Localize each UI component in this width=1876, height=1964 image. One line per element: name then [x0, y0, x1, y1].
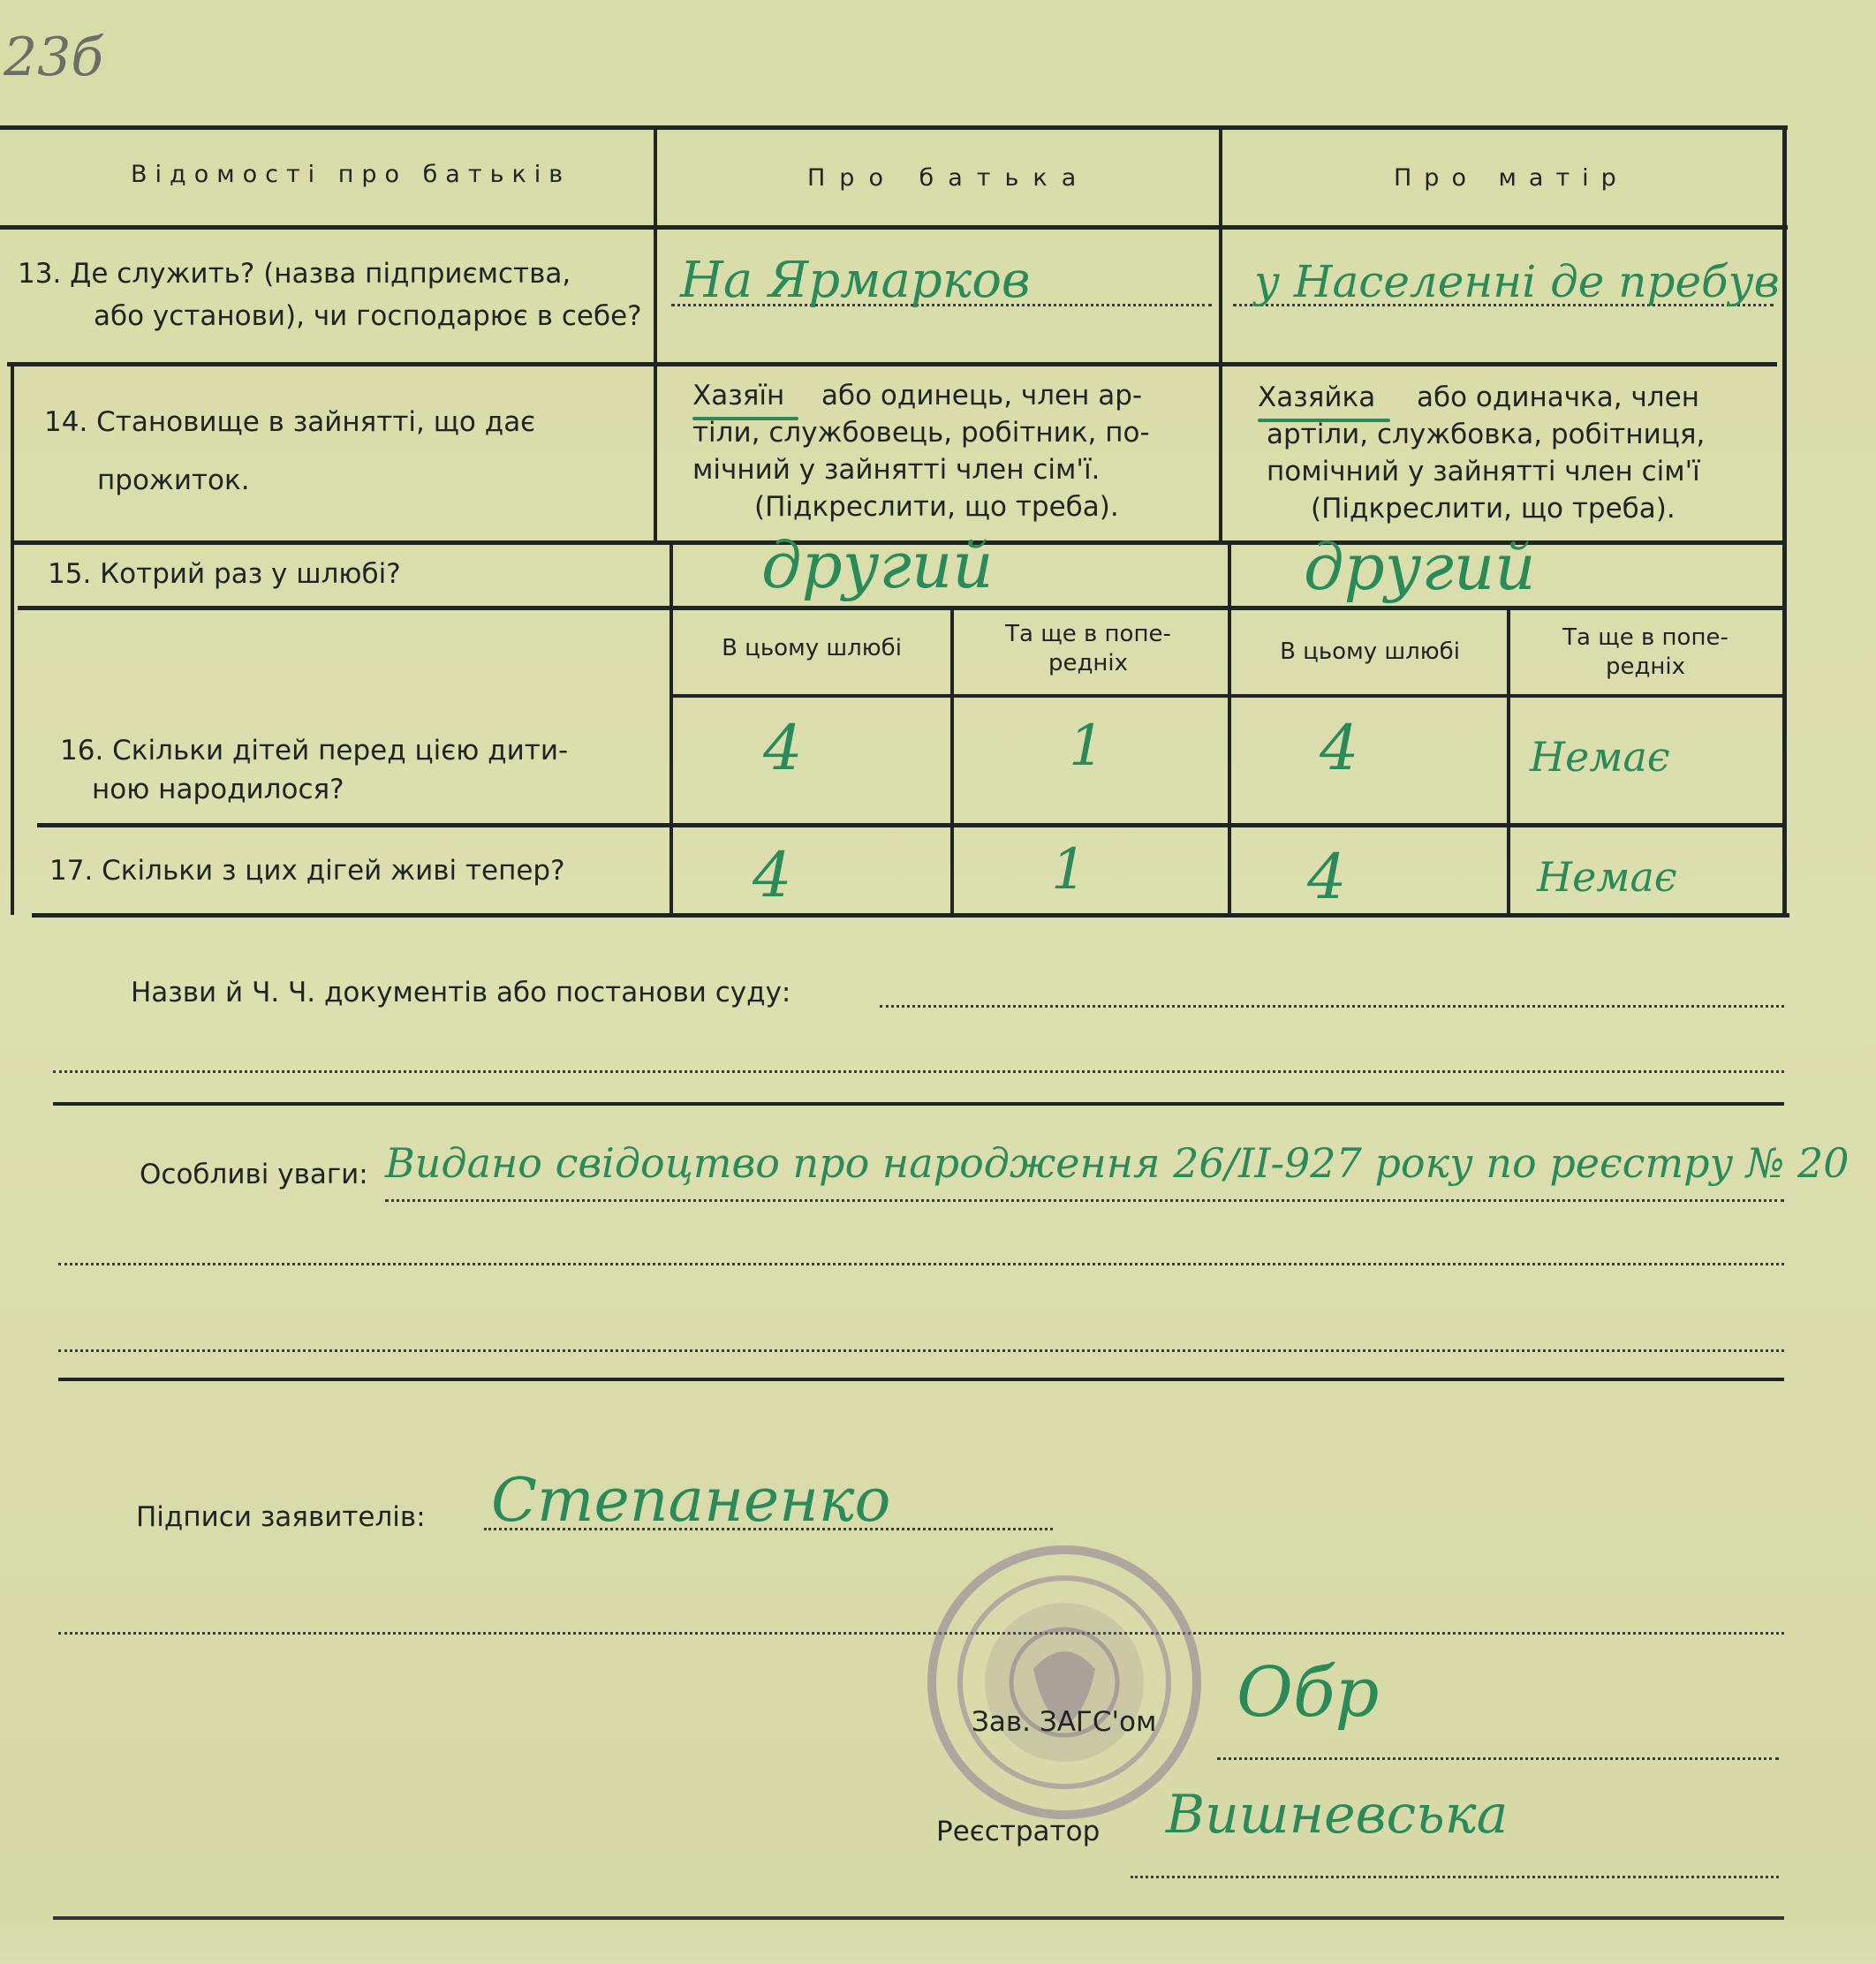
signatures-dotted-line-1	[484, 1528, 1053, 1530]
father-sub-divider	[950, 609, 954, 915]
documents-dotted-line-2	[53, 1070, 1784, 1073]
father-sub-header-previous-line1: Та ще в попе-	[1005, 621, 1171, 647]
head-signature-dotted-line	[1217, 1757, 1779, 1760]
mother-sub-divider	[1507, 609, 1510, 915]
col1-divider	[654, 128, 657, 543]
row16-mother-children-this-marriage: 4	[1320, 712, 1359, 784]
row13-father-handwriting: На Ярмарков	[680, 252, 1031, 309]
head-of-registry-signature: Обр	[1237, 1653, 1380, 1733]
row13-label-line2: або установи), чи господарює в себе?	[94, 300, 642, 332]
documents-dotted-line-1	[880, 1005, 1784, 1008]
row15-label: 15. Котрий раз у шлюбі?	[48, 558, 401, 590]
signatures-label: Підписи заявителів:	[136, 1501, 426, 1533]
notes-dotted-line-2	[58, 1263, 1784, 1265]
table-bottom-border	[32, 913, 1789, 918]
corner-archive-number: 23б	[4, 26, 103, 88]
row17-father-children-alive-this-marriage: 4	[753, 839, 792, 911]
documents-section-divider	[53, 1102, 1784, 1106]
notes-handwriting: Видано свідоцтво про народження 26/II-927 року по реєстру № 20	[385, 1139, 1850, 1187]
mother-options-line4: (Підкреслити, що треба).	[1311, 493, 1676, 525]
notes-dotted-line-1	[385, 1199, 1784, 1202]
row14-label-line2: прожиток.	[97, 465, 250, 496]
mother-options-line1: або одиначка, член	[1417, 381, 1699, 413]
row13-bottom-border	[7, 362, 1777, 366]
row13-mother-handwriting: у Населенні де пребув	[1254, 256, 1780, 307]
notes-dotted-line-3	[58, 1349, 1784, 1352]
head-of-registry-label: Зав. ЗАГС'ом	[972, 1706, 1157, 1738]
registrar-signature-dotted-line	[1131, 1876, 1779, 1878]
mother-option-owner: Хазяйка	[1258, 381, 1376, 413]
registrar-label: Реєстратор	[936, 1816, 1101, 1847]
father-options-line3: мічний у зайнятті член сім'ї.	[692, 454, 1101, 486]
table-right-border	[1782, 128, 1787, 916]
mother-sub-header-in-marriage: В цьому шлюбі	[1280, 638, 1460, 665]
applicant-signature: Степаненко	[491, 1466, 891, 1536]
row17-father-children-alive-previous: 1	[1051, 837, 1087, 903]
father-sub-header-in-marriage: В цьому шлюбі	[722, 635, 902, 661]
row17-label: 17. Скільки з цих дігей живі тепер?	[49, 855, 565, 887]
father-options-line1: або одинець, член ар-	[821, 380, 1143, 412]
page-bottom-edge	[0, 1911, 1876, 1964]
header-parents-info: Відомості про батьків	[131, 161, 571, 188]
header-about-mother: Про матір	[1394, 164, 1629, 192]
row16-bottom-border	[37, 823, 1782, 827]
table-left-border	[11, 362, 14, 915]
row16-label-line1: 16. Скільки дітей перед цією дити-	[60, 735, 569, 767]
row17-mother-children-alive-previous: Немає	[1537, 853, 1677, 901]
registrar-signature: Вишневська	[1166, 1784, 1509, 1846]
father-option-owner: Хазяїн	[692, 380, 785, 412]
row16-mother-children-previous: Немає	[1530, 733, 1670, 781]
mother-sub-header-previous-line1: Та ще в попе-	[1562, 624, 1728, 651]
notes-label: Особливі уваги:	[140, 1159, 368, 1190]
mother-options-line2: артіли, службовка, робітниця,	[1267, 419, 1706, 450]
row15-mother-handwriting: другий	[1304, 530, 1536, 604]
father-options-line4: (Підкреслити, що треба).	[754, 491, 1119, 523]
col1-divider-lower	[669, 540, 673, 915]
row14-label-line1: 14. Становище в зайнятті, що дає	[44, 406, 536, 438]
documents-label: Назви й Ч. Ч. документів або постанови суду:	[131, 977, 791, 1008]
row15-father-handwriting: другий	[761, 528, 994, 602]
row16-label-line2: ною народилося?	[92, 774, 344, 805]
table-top-border	[0, 125, 1788, 130]
row13-label-line1: 13. Де служить? (назва підприємства,	[18, 258, 571, 290]
mother-sub-header-previous-line2: редніх	[1605, 653, 1686, 680]
col2-divider	[1219, 128, 1222, 543]
row16-father-children-previous: 1	[1069, 714, 1105, 779]
col2-divider-lower	[1228, 540, 1231, 915]
mother-options-line3: помічний у зайнятті член сім'ї	[1267, 456, 1700, 487]
father-sub-header-previous-line2: редніх	[1048, 650, 1129, 676]
notes-section-divider	[58, 1378, 1784, 1381]
row15-bottom-border	[18, 606, 1782, 610]
row17-mother-children-alive-this-marriage: 4	[1307, 841, 1347, 913]
father-options-line2: тіли, службовець, робітник, по-	[692, 417, 1150, 449]
row16-father-children-this-marriage: 4	[763, 712, 803, 784]
header-about-father: Про батька	[807, 164, 1091, 192]
table-header-bottom-border	[0, 225, 1788, 230]
